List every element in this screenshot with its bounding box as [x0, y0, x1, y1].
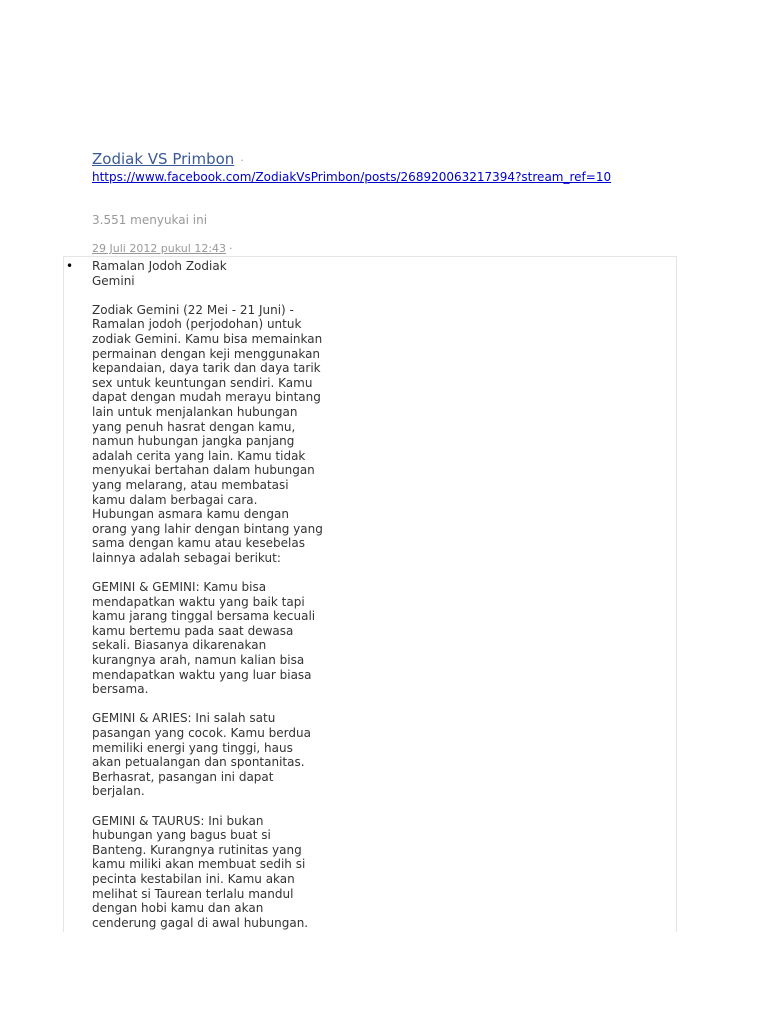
date-separator: ·: [229, 242, 233, 255]
likes-count: 3.551 menyukai ini: [92, 213, 208, 227]
post-url-link[interactable]: https://www.facebook.com/ZodiakVsPrimbon/posts/268920063217394?stream_ref=10: [92, 170, 612, 184]
post-body-text: Ramalan Jodoh Zodiak Gemini Zodiak Gemini (22 Mei - 21 Juni) - Ramalan jodoh (perjodohan) untuk zodiak Gemini. Kamu bisa memainkan permainan dengan keji menggunakan kepandaian, daya tarik dan daya tarik sex untuk keuntungan sendiri. Kamu dapat dengan mudah merayu bintang lain untuk menjalankan hubungan yang penuh hasrat dengan kamu, namun hubungan jangka panjang adalah cerita yang lain. Kamu tidak menyukai bertahan dalam hubungan yang melarang, atau membatasi kamu dalam berbagai cara. Hubungan asmara kamu dengan orang yang lahir dengan bintang yang sama dengan kamu atau kesebelas lainnya adalah sebagai berikut: GEMINI & GEMINI: Kamu bisa mendapatkan waktu yang baik tapi kamu jarang tinggal bersama kecuali kamu bertemu pada saat dewasa sekali. Biasanya dikarenakan kurangnya arah, namun kalian bisa mendapatkan waktu yang luar biasa bersama. GEMINI & ARIES: Ini salah satu pasangan yang cocok. Kamu berdua memiliki energi yang tinggi, haus akan petualangan dan spontanitas. Berhasrat, pasangan ini dapat berjalan. GEMINI & TAURUS: Ini bukan hubungan yang bagus buat si Banteng. Kurangnya rutinitas yang kamu miliki akan membuat sedih si pecinta kestabilan ini. Kamu akan melihat si Taurean terlalu mandul dengan hobi kamu dan akan cenderung gagal di awal hubungan.: [92, 259, 323, 930]
post-date: [92, 242, 233, 255]
list-bullet: •: [66, 259, 74, 273]
post-date-link[interactable]: 29 Juli 2012 pukul 12:43: [92, 242, 227, 255]
page-title: [92, 150, 244, 168]
title-separator: ·: [240, 154, 244, 167]
page-title-link[interactable]: Zodiak VS Primbon: [92, 150, 235, 168]
